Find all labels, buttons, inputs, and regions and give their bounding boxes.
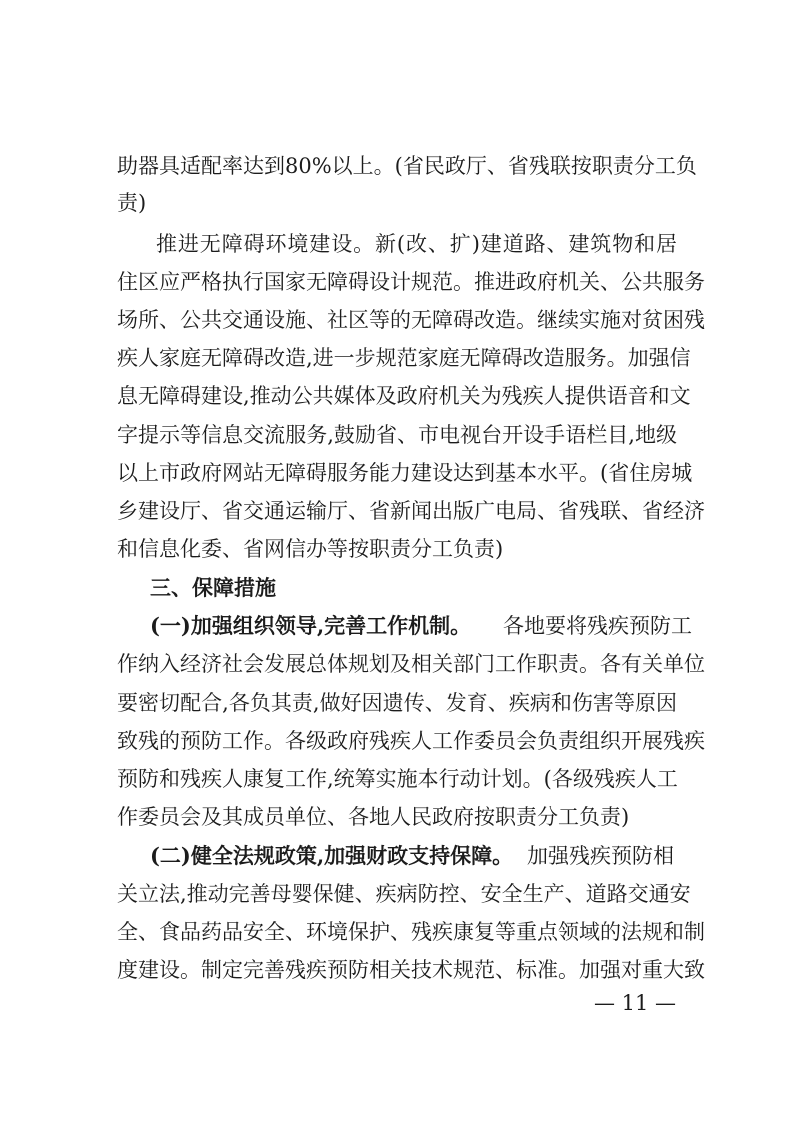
line-text: 预防和残疾人康复工作,统筹实施本行动计划。(各级残疾人工 xyxy=(117,767,678,791)
line-text: 度建设。制定完善残疾预防相关技术规范、标准。加强对重大致 xyxy=(117,958,705,982)
text-line xyxy=(0,764,798,794)
line-text: 字提示等信息交流服务,鼓励省、市电视台开设手语栏目,地级 xyxy=(117,423,677,447)
line-text: 疾人家庭无障碍改造,进一步规范家庭无障碍改造服务。加强信 xyxy=(117,346,691,370)
text-line xyxy=(0,573,798,603)
line-text: 致残的预防工作。各级政府残疾人工作委员会负责组织开展残疾 xyxy=(117,729,705,753)
text-line xyxy=(0,343,798,373)
line-text: 和信息化委、省网信办等按职责分工负责) xyxy=(117,537,504,561)
line-text: 关立法,推动完善母婴保健、疾病防控、安全生产、道路交通安 xyxy=(117,882,691,906)
text-line xyxy=(0,955,798,985)
text-line xyxy=(0,267,798,297)
text-line xyxy=(0,534,798,564)
text-line xyxy=(0,802,798,832)
text-line xyxy=(0,229,798,259)
line-text: 推进无障碍环境建设。新(改、扩)建道路、建筑物和居 xyxy=(156,232,677,256)
line-text: 作纳入经济社会发展总体规划及相关部门工作职责。各有关单位 xyxy=(117,652,705,676)
text-line xyxy=(0,611,798,641)
line-text: 全、食品药品安全、环境保护、残疾康复等重点领域的法规和制 xyxy=(117,920,705,944)
subsection-heading: (二)健全法规政策,加强财政支持保障。 xyxy=(150,843,514,868)
line-text: 场所、公共交通设施、社区等的无障碍改造。继续实施对贫困残 xyxy=(117,308,705,332)
text-line xyxy=(0,496,798,526)
text-line xyxy=(0,458,798,488)
section-heading: 三、保障措施 xyxy=(150,576,276,600)
text-line xyxy=(0,879,798,909)
line-text: 以上市政府网站无障碍服务能力建设达到基本水平。(省住房城 xyxy=(117,461,693,485)
text-line xyxy=(0,151,798,181)
line-text: 乡建设厅、省交通运输厅、省新闻出版广电局、省残联、省经济 xyxy=(117,499,705,523)
text-line xyxy=(0,381,798,411)
line-text: 助器具适配率达到80%以上。(省民政厅、省残联按职责分工负 xyxy=(117,154,697,178)
line-text: 作委员会及其成员单位、各地人民政府按职责分工负责) xyxy=(117,805,630,829)
text-line xyxy=(0,420,798,450)
line-text: 各地要将残疾预防工 xyxy=(503,614,692,638)
text-line xyxy=(0,305,798,335)
page-number: — 11 — xyxy=(593,991,677,1015)
line-text: 住区应严格执行国家无障碍设计规范。推进政府机关、公共服务 xyxy=(117,270,705,294)
text-line xyxy=(0,726,798,756)
subsection-heading: (一)加强组织领导,完善工作机制。 xyxy=(150,613,472,638)
line-text: 要密切配合,各负其责,做好因遗传、发育、疾病和伤害等原因 xyxy=(117,691,677,715)
text-line xyxy=(0,188,798,218)
line-text: 加强残疾预防相 xyxy=(527,844,674,868)
text-line xyxy=(0,688,798,718)
text-line xyxy=(0,917,798,947)
text-line xyxy=(0,649,798,679)
line-text: 息无障碍建设,推动公共媒体及政府机关为残疾人提供语音和文 xyxy=(117,384,691,408)
line-text: 责) xyxy=(117,191,147,215)
text-line xyxy=(0,841,798,871)
